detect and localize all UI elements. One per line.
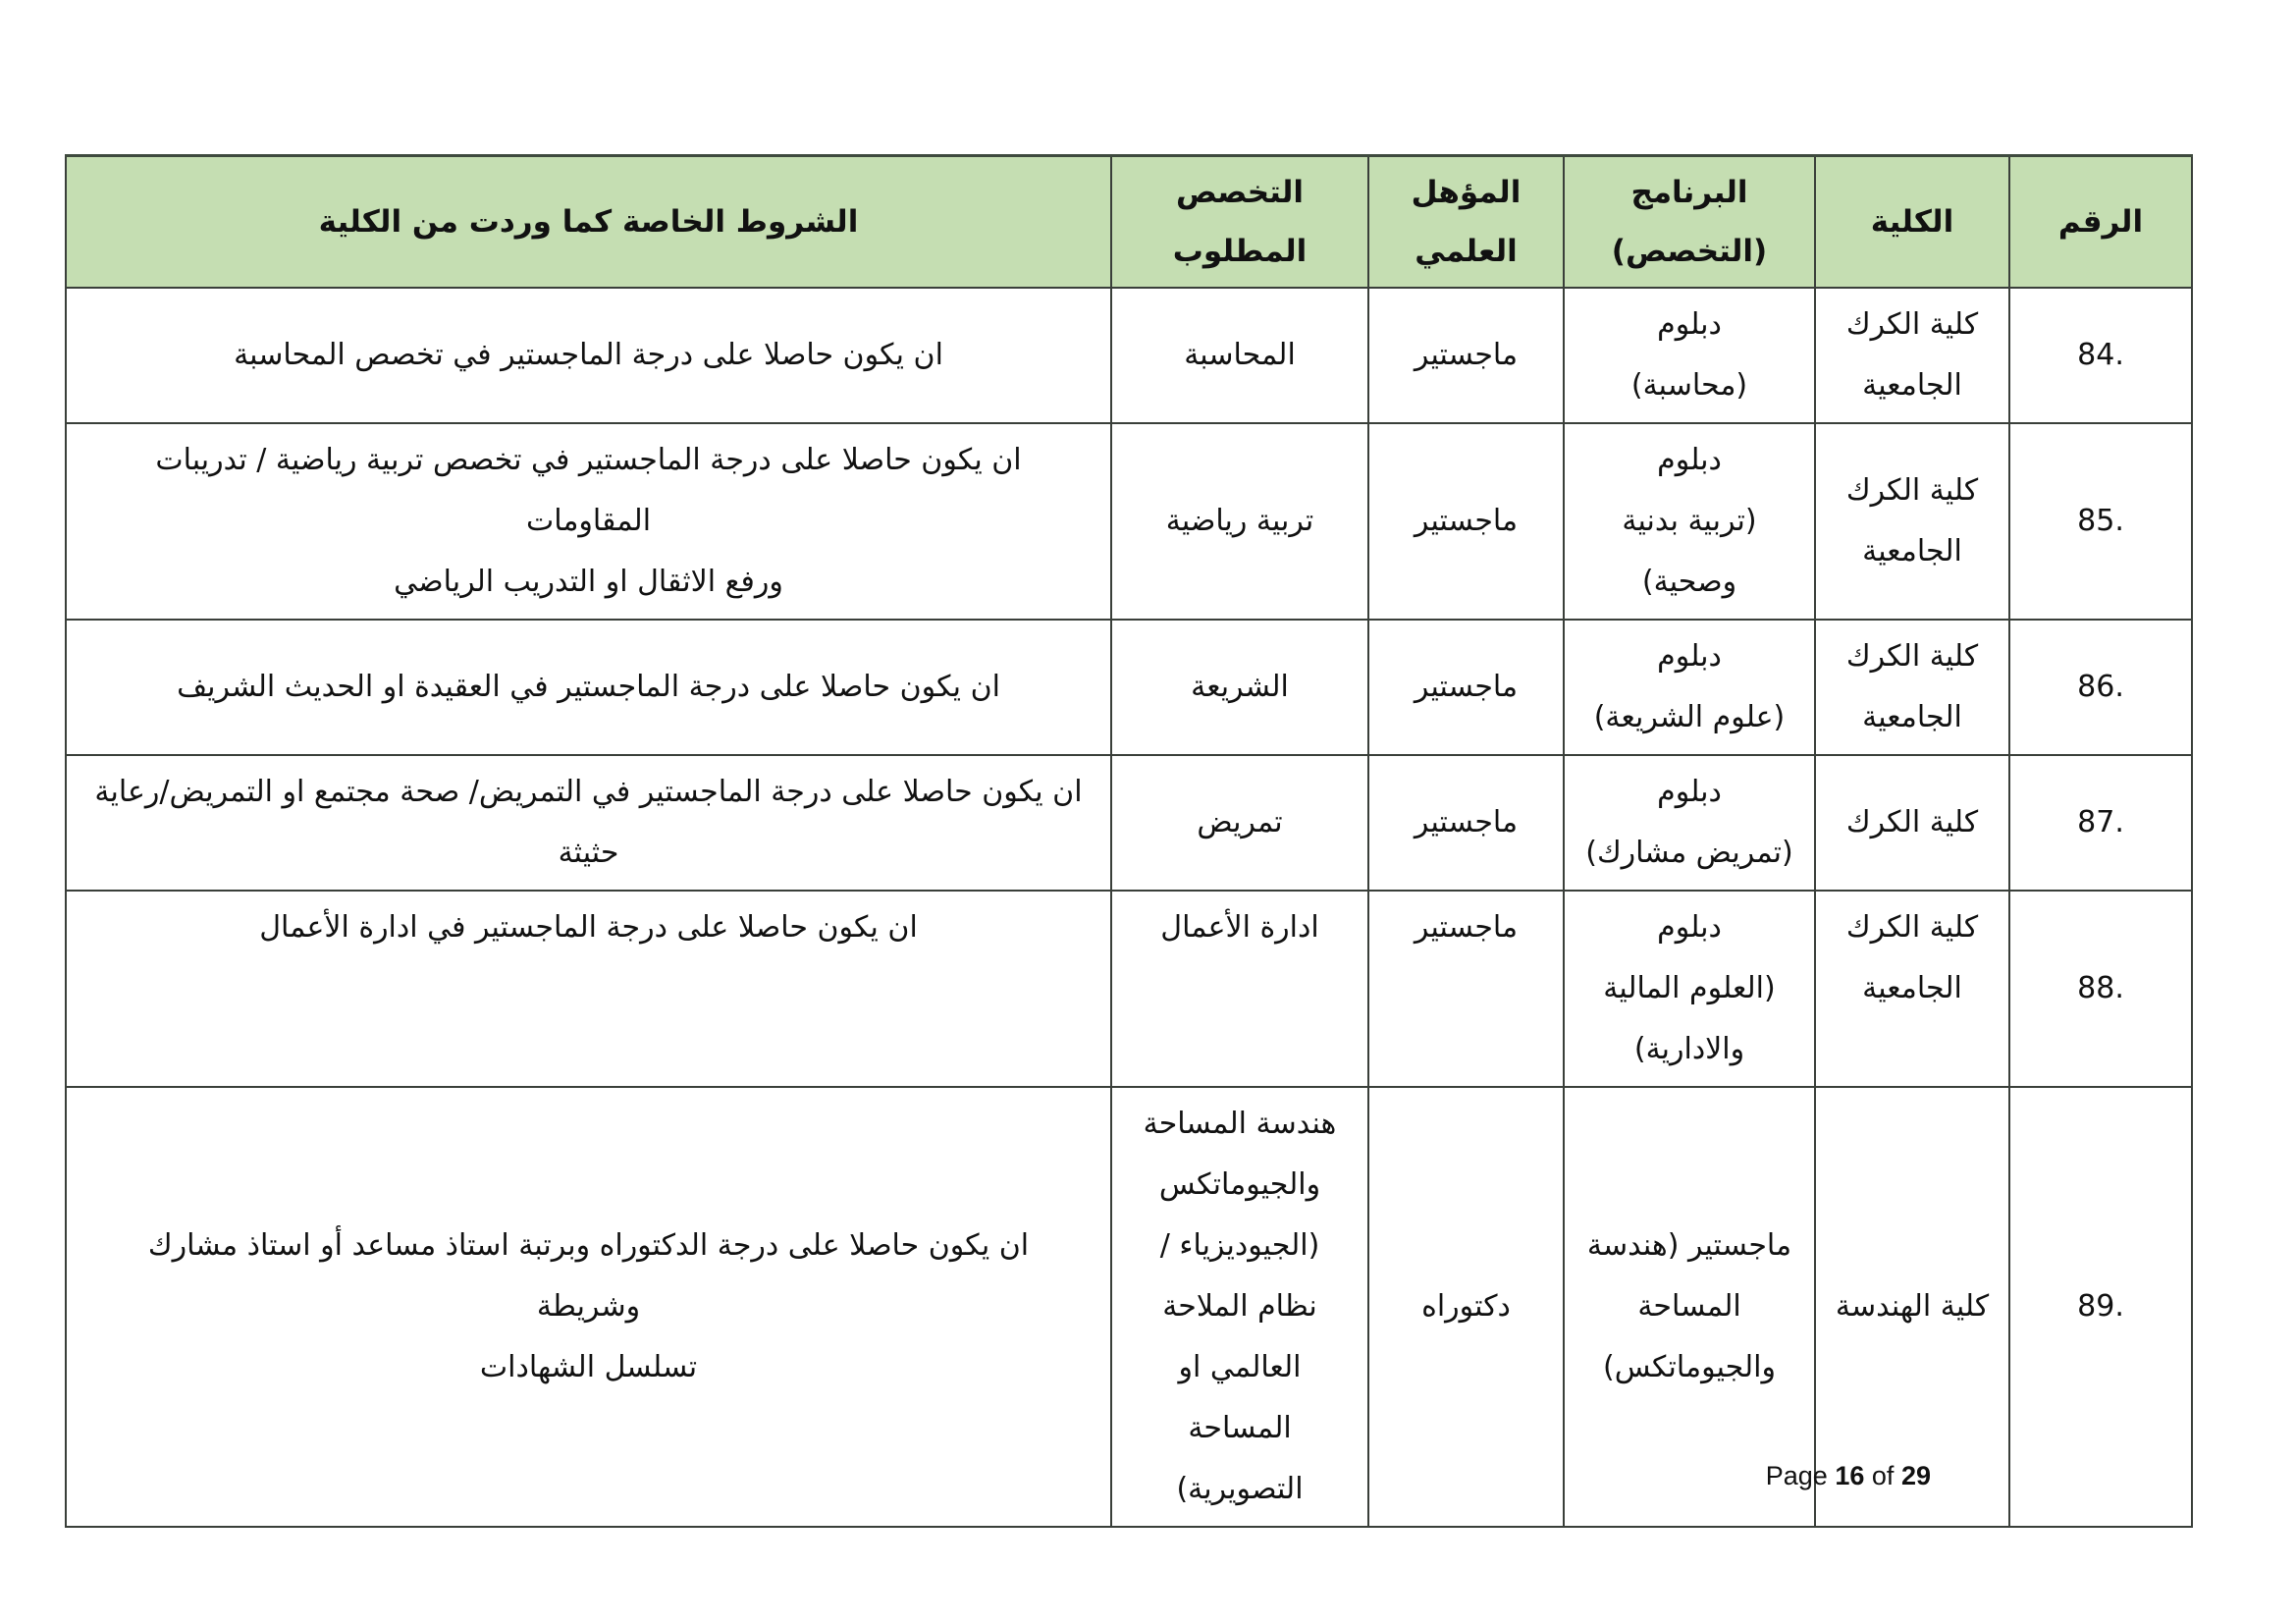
row-college — [1815, 891, 2009, 1087]
header-required-specialization — [1111, 156, 1368, 289]
college-line: الجامعية — [1862, 368, 1962, 403]
college-line: الجامعية — [1862, 971, 1962, 1005]
row-number: 89. — [2009, 1087, 2192, 1527]
conditions-line: ان يكون حاصلا على درجة الماجستير في تخصص تربية رياضية / تدريبات المقاومات — [155, 443, 1022, 538]
conditions-line: ان يكون حاصلا على درجة الماجستير في التمريض/ صحة مجتمع او التمريض/رعاية — [94, 775, 1083, 809]
row-college — [1815, 755, 2009, 891]
header-conditions: الشروط الخاصة كما وردت من الكلية — [66, 156, 1111, 289]
conditions-line: ان يكون حاصلا على درجة الدكتوراه وبرتبة استاذ مساعد أو استاذ مشارك وشريطة — [147, 1228, 1030, 1324]
row-college — [1815, 620, 2009, 755]
specialization-line: تمريض — [1197, 805, 1283, 839]
row-program — [1564, 891, 1815, 1087]
header-qualification — [1368, 156, 1564, 289]
specialization-line: (الجيوديزياء / — [1159, 1228, 1320, 1263]
college-line: كلية الكرك — [1845, 307, 1979, 342]
total-pages-number: 29 — [1900, 1461, 1931, 1490]
program-line: دبلوم — [1657, 443, 1722, 477]
college-line: كلية الكرك — [1845, 639, 1979, 674]
college-line: كلية الكرك — [1845, 805, 1979, 839]
table-row — [66, 891, 2192, 1087]
specialization-line: المحاسبة — [1184, 338, 1296, 372]
row-conditions — [66, 620, 1111, 755]
of-label: of — [1871, 1461, 1895, 1490]
header-program-line: (التخصص) — [1611, 234, 1768, 269]
row-program — [1564, 423, 1815, 620]
header-number: الرقم — [2009, 156, 2192, 289]
conditions-line: ان يكون حاصلا على درجة الماجستير في تخصص المحاسبة — [234, 338, 943, 372]
program-line: (تربية بدنية — [1622, 504, 1757, 538]
program-line: ماجستير (هندسة — [1586, 1228, 1792, 1263]
page-number-footer — [1766, 1461, 1931, 1491]
specialization-line: هندسة المساحة — [1143, 1107, 1337, 1141]
program-line: دبلوم — [1657, 910, 1722, 945]
row-conditions — [66, 891, 1111, 1087]
row-qualification: ماجستير — [1368, 423, 1564, 620]
college-line: كلية الكرك — [1845, 910, 1979, 945]
college-line: الجامعية — [1862, 534, 1962, 568]
row-required-specialization — [1111, 288, 1368, 423]
table-row — [66, 288, 2192, 423]
row-qualification: ماجستير — [1368, 288, 1564, 423]
row-conditions — [66, 288, 1111, 423]
header-specialization-line: المطلوب — [1172, 234, 1308, 269]
conditions-line: تسلسل الشهادات — [479, 1350, 698, 1384]
program-line: (علوم الشريعة) — [1593, 700, 1786, 734]
row-number: 86. — [2009, 620, 2192, 755]
row-conditions — [66, 423, 1111, 620]
specialization-line: نظام الملاحة — [1162, 1289, 1317, 1324]
conditions-line: ان يكون حاصلا على درجة الماجستير في ادارة الأعمال — [259, 910, 918, 945]
header-program-line: البرنامج — [1630, 175, 1748, 210]
program-line: (تمريض مشارك) — [1585, 836, 1793, 870]
conditions-line: ان يكون حاصلا على درجة الماجستير في العقيدة او الحديث الشريف — [177, 670, 1000, 704]
header-college: الكلية — [1815, 156, 2009, 289]
program-line: المساحة — [1637, 1289, 1741, 1324]
program-line: (العلوم المالية — [1603, 971, 1776, 1005]
row-required-specialization — [1111, 1087, 1368, 1527]
requirements-table — [65, 154, 2193, 1528]
college-line: الجامعية — [1862, 700, 1962, 734]
row-number: 85. — [2009, 423, 2192, 620]
row-college — [1815, 423, 2009, 620]
row-number: 87. — [2009, 755, 2192, 891]
college-line: كلية الهندسة — [1835, 1289, 1990, 1324]
program-line: وصحية) — [1641, 565, 1737, 599]
college-line: كلية الكرك — [1845, 473, 1979, 508]
row-qualification: دكتوراه — [1368, 1087, 1564, 1527]
table-row — [66, 423, 2192, 620]
row-number: 84. — [2009, 288, 2192, 423]
row-qualification: ماجستير — [1368, 891, 1564, 1087]
specialization-line: التصويرية) — [1176, 1472, 1304, 1506]
program-line: (محاسبة) — [1630, 368, 1748, 403]
row-qualification: ماجستير — [1368, 755, 1564, 891]
header-qualification-line: المؤهل — [1411, 175, 1522, 210]
specialization-line: الشريعة — [1191, 670, 1289, 704]
row-program — [1564, 620, 1815, 755]
header-specialization-line: التخصص — [1175, 175, 1305, 210]
program-line: دبلوم — [1657, 307, 1722, 342]
program-line: دبلوم — [1657, 639, 1722, 674]
conditions-line: ورفع الاثقال او التدريب الرياضي — [394, 565, 783, 599]
row-college — [1815, 288, 2009, 423]
row-required-specialization — [1111, 620, 1368, 755]
row-required-specialization — [1111, 423, 1368, 620]
row-program — [1564, 755, 1815, 891]
header-qualification-line: العلمي — [1415, 234, 1518, 269]
page-label: Page — [1765, 1461, 1828, 1490]
specialization-line: ادارة الأعمال — [1160, 910, 1319, 945]
conditions-line: حثيثة — [558, 836, 619, 870]
row-required-specialization — [1111, 891, 1368, 1087]
table-header-row — [66, 156, 2192, 289]
row-required-specialization — [1111, 755, 1368, 891]
program-line: والجيوماتكس) — [1603, 1350, 1776, 1384]
program-line: دبلوم — [1657, 775, 1722, 809]
header-program — [1564, 156, 1815, 289]
specialization-line: والجيوماتكس — [1158, 1167, 1321, 1202]
row-number: 88. — [2009, 891, 2192, 1087]
specialization-line: العالمي او المساحة — [1178, 1350, 1302, 1445]
row-conditions — [66, 755, 1111, 891]
table-row — [66, 755, 2192, 891]
row-qualification: ماجستير — [1368, 620, 1564, 755]
program-line: والادارية) — [1633, 1032, 1745, 1066]
current-page-number: 16 — [1835, 1461, 1865, 1490]
specialization-line: تربية رياضية — [1165, 504, 1314, 538]
row-conditions — [66, 1087, 1111, 1527]
table-row — [66, 620, 2192, 755]
row-program — [1564, 288, 1815, 423]
